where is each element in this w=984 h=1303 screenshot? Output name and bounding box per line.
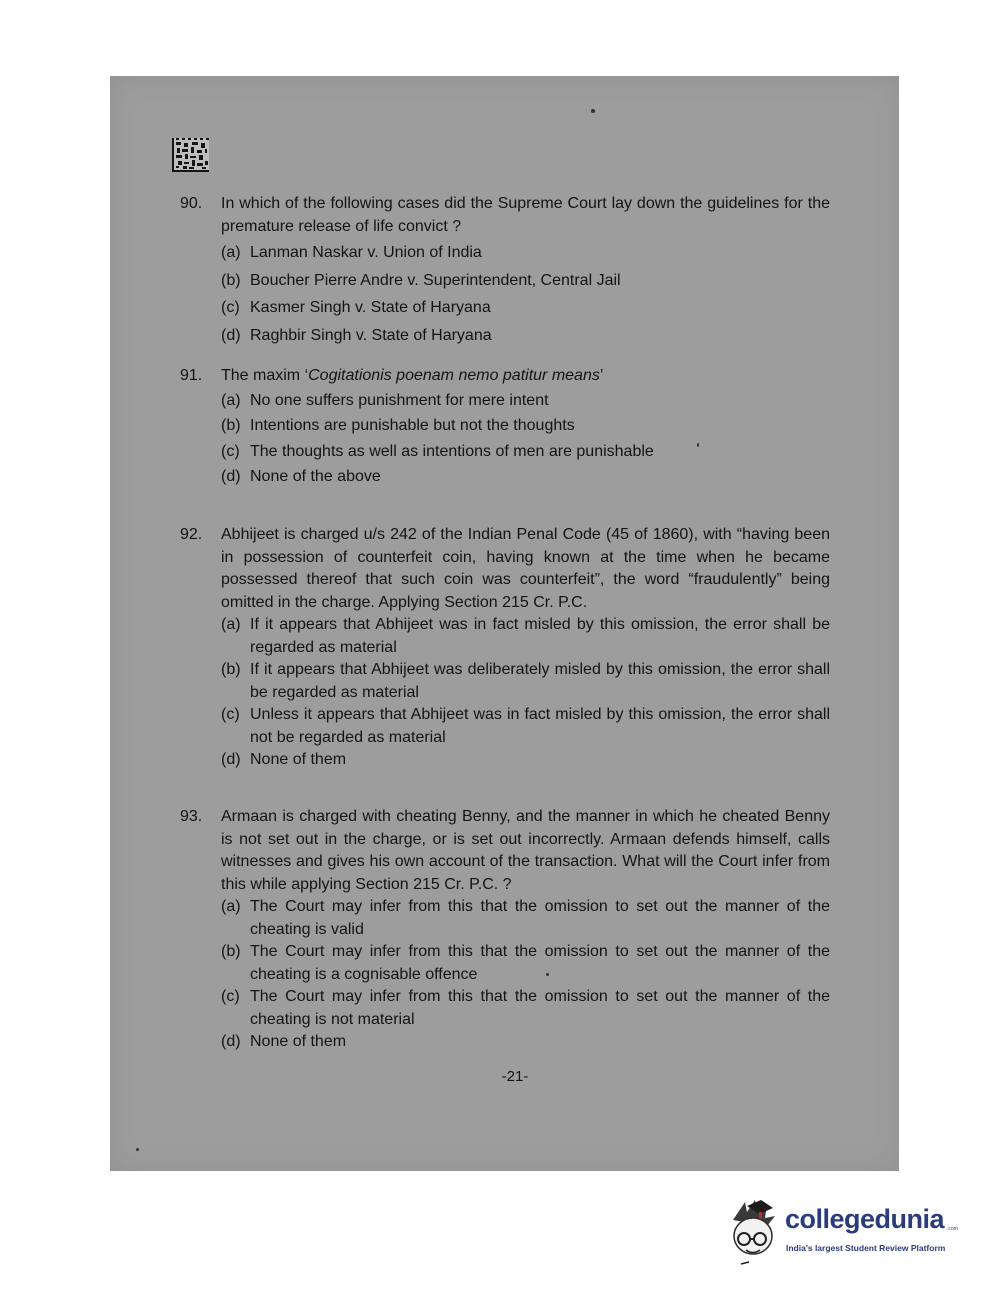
option-b [221, 941, 830, 986]
question-stem: Armaan is charged with cheating Benny, and the manner in which he cheated Benny is not set out in the charge, or is set out incorrectly. Armaan defends himself, calls witnesses and gives his own account of the transaction. What will the Court infer from this while applying Section 215 Cr. P.C. ? [221, 808, 830, 893]
option-b [221, 659, 830, 704]
option-text: Kasmer Singh v. State of Haryana [250, 299, 491, 316]
option-c [221, 704, 830, 749]
option-d [221, 466, 830, 489]
option-text: If it appears that Abhijeet was deliberately misled by this omission, the error shall be regarded as material [250, 661, 830, 701]
question-stem [221, 365, 830, 388]
option-label: (d) [221, 751, 241, 768]
stem-maxim: Cogitationis poenam nemo patitur means [308, 367, 600, 384]
option-label: (c) [221, 706, 240, 723]
option-label: (d) [221, 1033, 241, 1050]
brand-name: collegedunia [785, 1204, 945, 1234]
option-text: No one suffers punishment for mere intent [250, 391, 549, 409]
scan-speck [136, 1148, 139, 1151]
option-label: (b) [221, 943, 241, 960]
option-text: The Court may infer from this that the omission to set out the manner of the cheating is not material [250, 988, 830, 1028]
stem-prefix: The maxim ‘ [221, 367, 309, 384]
option-a [221, 242, 830, 265]
option-label: (d) [221, 326, 241, 344]
option-text: Boucher Pierre Andre v. Superintendent, Central Jail [250, 271, 621, 289]
option-text: The Court may infer from this that the omission to set out the manner of the cheating is valid [250, 898, 830, 938]
question-number: 92. [180, 526, 203, 543]
question-number: 90. [180, 195, 203, 212]
option-c [221, 986, 830, 1031]
question-number: 93. [180, 808, 203, 825]
option-label: (a) [221, 616, 241, 633]
option-a [221, 390, 830, 413]
option-a [221, 614, 830, 659]
brand-domain: .com [947, 1226, 958, 1232]
option-text: None of them [250, 1033, 347, 1050]
question-93 [180, 806, 830, 1054]
stem-suffix: ’ [599, 367, 604, 384]
option-label: (b) [221, 271, 241, 289]
question-92 [180, 524, 830, 772]
option-label: (c) [221, 988, 240, 1005]
option-b [221, 415, 830, 438]
option-label: (a) [221, 391, 241, 409]
option-b [221, 270, 830, 293]
scan-speck [591, 109, 595, 113]
option-text: Raghbir Singh v. State of Haryana [250, 326, 492, 344]
option-label: (c) [221, 442, 240, 460]
option-text: If it appears that Abhijeet was in fact misled by this omission, the error shall be regarded as material [250, 616, 830, 656]
qr-code-icon [172, 138, 209, 172]
option-text: Unless it appears that Abhijeet was in fact misled by this omission, the error shall not be regarded as material [250, 706, 830, 746]
question-90 [180, 193, 830, 347]
question-91 [180, 365, 830, 489]
option-c [221, 441, 830, 464]
collegedunia-logo[interactable] [727, 1198, 957, 1266]
question-number: 91. [180, 367, 203, 384]
mascot-icon [727, 1198, 783, 1266]
page-number: -21- [501, 1068, 529, 1085]
option-d [221, 1031, 830, 1054]
question-stem: In which of the following cases did the Supreme Court lay down the guidelines for the premature release of life convict ? [221, 195, 830, 235]
option-label: (b) [221, 661, 241, 678]
option-text: The thoughts as well as intentions of men are punishable [250, 442, 654, 460]
option-text: Intentions are punishable but not the thoughts [250, 417, 575, 434]
option-label: (b) [221, 417, 241, 434]
option-text: None of the above [250, 468, 381, 485]
option-label: (a) [221, 898, 241, 915]
option-text: The Court may infer from this that the omission to set out the manner of the cheating is a cognisable offence [250, 943, 830, 983]
option-a [221, 896, 830, 941]
brand-tagline: India's largest Student Review Platform [786, 1243, 946, 1253]
option-label: (a) [221, 244, 241, 261]
option-text: None of them [250, 751, 347, 768]
option-label: (d) [221, 468, 241, 485]
option-c [221, 297, 830, 320]
question-stem: Abhijeet is charged u/s 242 of the Indian Penal Code (45 of 1860), with “having been in possession of counterfeit coin, having known at the time when he became possessed thereof that such coin was counterfeit”, the word “fraudulently” being omitted in the charge. Applying Section 215 Cr. P.C. [221, 526, 830, 611]
option-d [221, 325, 830, 348]
option-d [221, 749, 830, 772]
option-label: (c) [221, 299, 240, 316]
option-text: Lanman Naskar v. Union of India [250, 244, 482, 261]
